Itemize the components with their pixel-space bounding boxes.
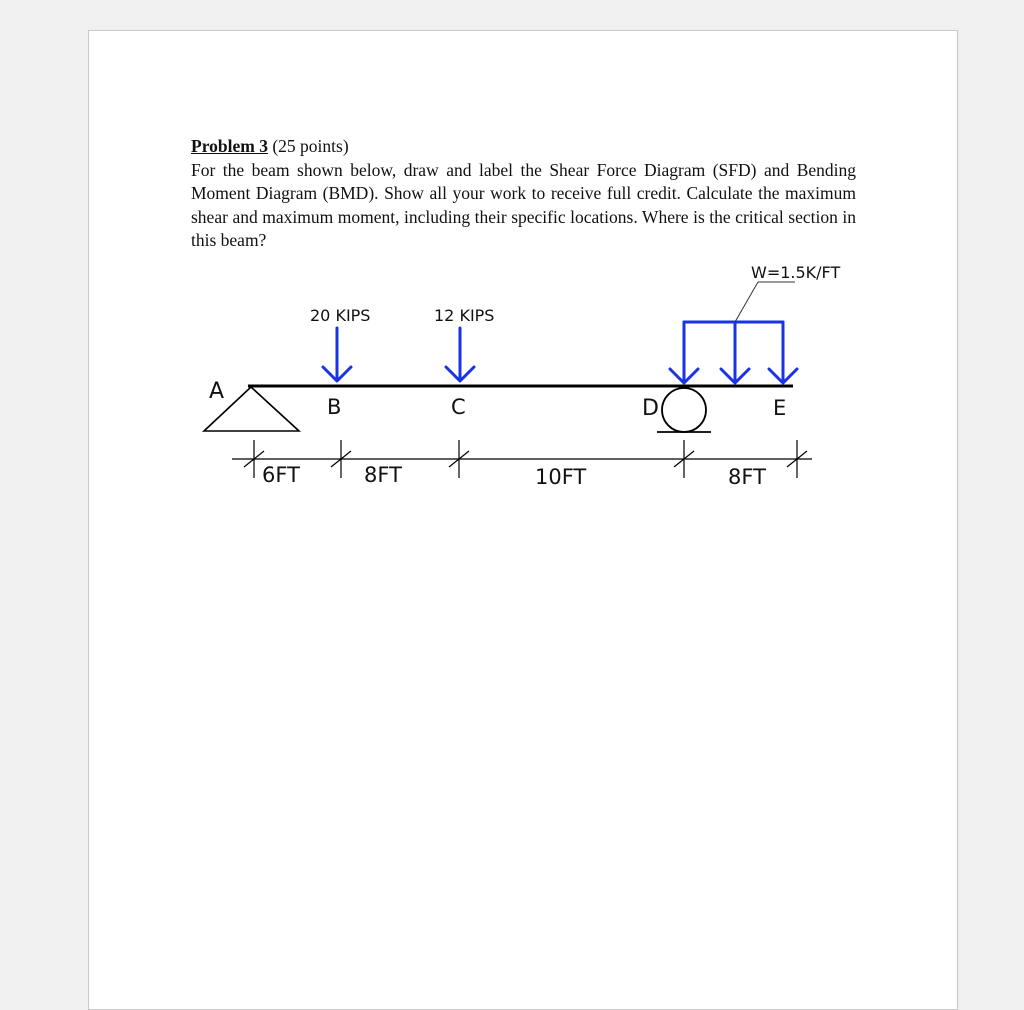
problem-text: For the beam shown below, draw and label the Shear Force Diagram (SFD) and Bending Moment Diagram (BMD). Show all your work to receive full credit. Calculate the maximum shear and maximum moment, including their specific locations. Where is the critical section in this beam? [191, 159, 856, 250]
point-c-label: C [451, 395, 466, 419]
load-c-arrow [446, 328, 474, 381]
problem-title: Problem 3 [191, 136, 268, 156]
roller-support-d [657, 388, 711, 432]
distributed-load-label: W=1.5K/FT [751, 263, 841, 282]
point-e-label: E [773, 396, 787, 420]
point-b-label: B [327, 395, 342, 419]
dim-bc-label: 8FT [364, 463, 402, 487]
load-leader-line [735, 282, 758, 322]
point-a-label: A [209, 379, 225, 404]
distributed-load [670, 322, 797, 383]
dim-cd-label: 10FT [535, 465, 587, 489]
load-b-label: 20 KIPS [310, 306, 371, 325]
dim-ab-label: 6FT [262, 463, 300, 487]
dimension-line [232, 440, 812, 478]
dim-de-label: 8FT [728, 465, 766, 489]
point-d-label: D [642, 396, 659, 421]
load-c-label: 12 KIPS [434, 306, 495, 325]
problem-points: (25 points) [267, 136, 349, 156]
load-b-arrow [323, 328, 351, 381]
